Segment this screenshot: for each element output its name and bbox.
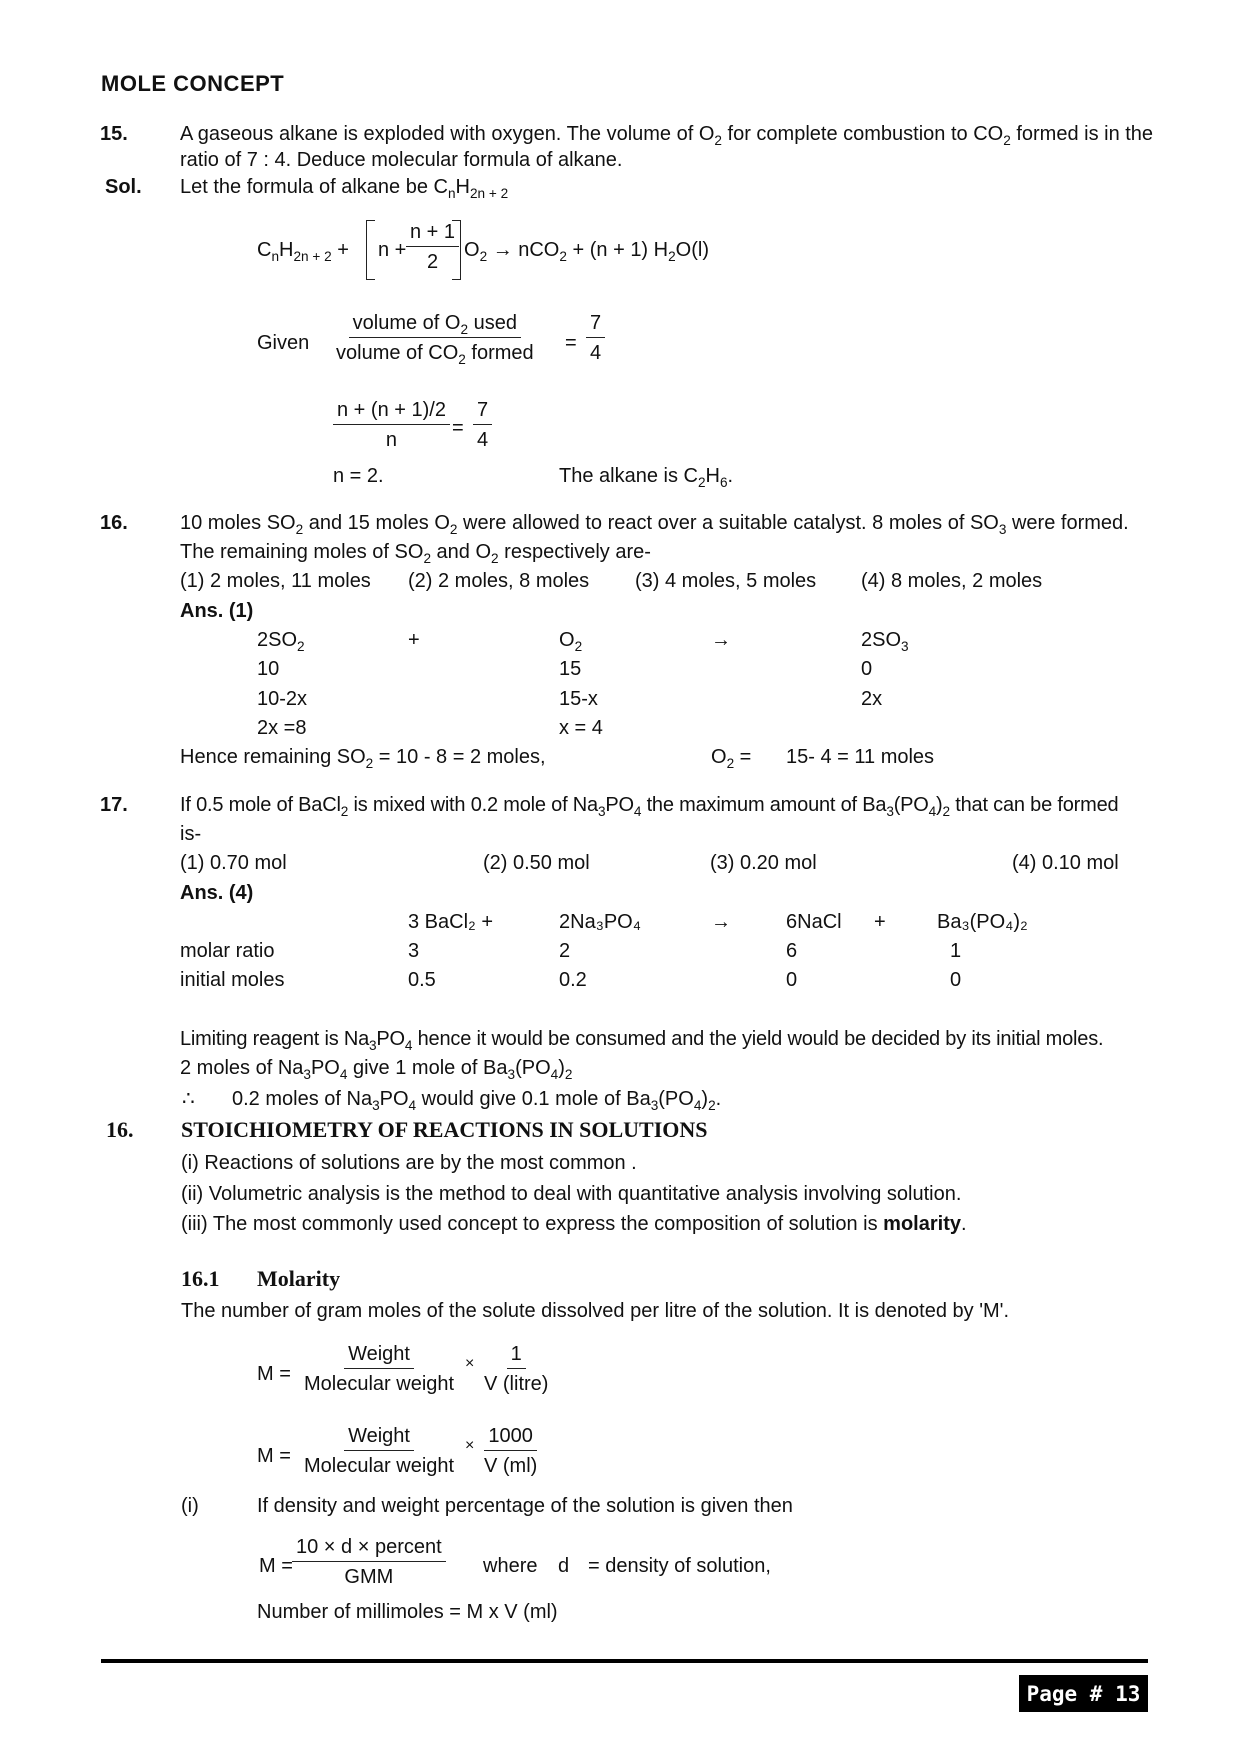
table-cell: 15 bbox=[559, 658, 582, 680]
combustion-equation-rhs: $O_2 \to nCO_2 + (n + 1)$ $H_2O(l)$ bbox=[464, 239, 709, 264]
reaction-plus: + bbox=[408, 629, 420, 651]
table-cell: x = 4 bbox=[559, 717, 603, 739]
footer-rule bbox=[101, 1659, 1148, 1663]
page-header-title: MOLE CONCEPT bbox=[101, 71, 285, 96]
n-result: n = 2. bbox=[333, 465, 384, 487]
remaining-o2-value: 15- 4 = 11 moles bbox=[786, 746, 935, 768]
reaction-arrow: → bbox=[711, 911, 731, 933]
reaction-plus: + bbox=[874, 911, 886, 933]
formula-lhs: M = bbox=[257, 1445, 291, 1467]
bracket-term: n + bbox=[378, 239, 407, 261]
case-label: (i) bbox=[181, 1495, 199, 1517]
table-cell: 0.5 bbox=[408, 969, 436, 991]
question-text: If 0.5 mole of BaCl$_2$ is mixed with 0.2 mole of $Na_3PO_4$ the maximum amount of $Ba_3(PO_4)_2$ that can be formed bbox=[180, 794, 1119, 819]
equals-sign: = bbox=[452, 417, 464, 439]
subsection-number: 16.1 bbox=[181, 1266, 220, 1291]
ratio-fraction: $\frac{7}{4}$ bbox=[473, 400, 492, 450]
option-3: (3) 0.20 mol bbox=[710, 852, 817, 874]
table-cell: 0.2 bbox=[559, 969, 587, 991]
section-point: (ii) Volumetric analysis is the method to deal with quantitative analysis involving solution. bbox=[181, 1183, 962, 1205]
question-text-line2: ratio of 7 : 4. Deduce molecular formula of alkane. bbox=[180, 149, 623, 171]
question-text: 10 moles $SO_2$ and 15 moles $O_2$ were allowed to react over a suitable catalyst. 8 moles of $SO_3$ were formed. bbox=[180, 512, 1129, 537]
table-cell: 10 bbox=[257, 658, 280, 680]
left-bracket bbox=[366, 220, 375, 280]
reaction-species: Ba₃(PO₄)₂ bbox=[937, 911, 1028, 933]
table-cell: 2 bbox=[559, 940, 571, 962]
volume-fraction: $\frac{1000}{V (ml)}$ bbox=[484, 1425, 538, 1477]
table-cell: 0 bbox=[950, 969, 962, 991]
option-3: (3) 4 moles, 5 moles bbox=[635, 570, 817, 592]
table-cell: 2x bbox=[861, 688, 883, 710]
remaining-o2-label: $O_2$ = bbox=[711, 746, 752, 771]
given-label: Given bbox=[257, 332, 310, 354]
option-4: (4) 8 moles, 2 moles bbox=[861, 570, 1043, 592]
limiting-reagent-text: Limiting reagent is $Na_3PO_4$ hence it would be consumed and the yield would be decided by its initial moles. bbox=[180, 1028, 1104, 1053]
reaction-species: 3 BaCl₂ + bbox=[408, 911, 494, 933]
question-text-line2: is- bbox=[180, 823, 202, 845]
table-cell: 10-2x bbox=[257, 688, 308, 710]
option-4: (4) 0.10 mol bbox=[1012, 852, 1119, 874]
option-2: (2) 2 moles, 8 moles bbox=[408, 570, 590, 592]
answer-label: Ans. (4) bbox=[180, 882, 254, 904]
option-1: (1) 0.70 mol bbox=[180, 852, 287, 874]
question-number: 15. bbox=[100, 123, 128, 145]
page-number-badge: Page # 13 bbox=[1019, 1675, 1148, 1712]
alkane-result: The alkane is $C_2H_6$. bbox=[559, 465, 734, 490]
times-sign: × bbox=[465, 1437, 475, 1454]
table-cell: 1 bbox=[950, 940, 962, 962]
reaction-species: 2Na₃PO₄ bbox=[559, 911, 641, 933]
weight-fraction: Weight Molecular weight bbox=[304, 1425, 455, 1477]
density-definition: = density of solution, bbox=[588, 1555, 771, 1577]
ratio-fraction: $\frac{7}{4}$ bbox=[586, 313, 605, 363]
molarity-definition: The number of gram moles of the solute dissolved per litre of the solution. It is denoted by 'M'. bbox=[181, 1300, 1010, 1322]
variable-d: d bbox=[558, 1555, 570, 1577]
density-percent-fraction: 10 × d × percent GMM bbox=[292, 1537, 446, 1587]
fraction-n-plus-1-over-2: $\frac{n + 1}{2}$ bbox=[406, 222, 459, 272]
combustion-equation-lhs: $C_nH_{2n + 2}$ + bbox=[257, 239, 349, 264]
section-point: (iii) The most commonly used concept to express the composition of solution is molarity. bbox=[181, 1213, 967, 1235]
reaction-arrow: → bbox=[711, 629, 731, 651]
remaining-so2-text: Hence remaining $SO_2 = 10 - 8 = 2$ moles, bbox=[180, 746, 546, 771]
where-label: where bbox=[483, 1555, 538, 1577]
table-cell: 6 bbox=[786, 940, 798, 962]
table-cell: 15-x bbox=[559, 688, 598, 710]
question-text-line2: The remaining moles of $SO_2$ and $O_2$ respectively are- bbox=[180, 541, 651, 566]
subsection-title: Molarity bbox=[257, 1266, 341, 1291]
millimoles-formula: Number of millimoles = M x V (ml) bbox=[257, 1601, 558, 1623]
right-bracket bbox=[452, 220, 461, 280]
stoichiometry-text: 2 moles of $Na_3PO_4$ give 1 mole of $Ba_3(PO_4)_2$ bbox=[180, 1057, 573, 1082]
times-sign: × bbox=[465, 1355, 475, 1372]
row-label: initial moles bbox=[180, 969, 285, 991]
formula-lhs: M = bbox=[259, 1555, 293, 1577]
therefore-symbol: ∴ bbox=[182, 1088, 195, 1110]
equals-sign: = bbox=[565, 332, 577, 354]
reaction-species: 6NaCl bbox=[786, 911, 842, 933]
reaction-species: $2SO_2$ bbox=[257, 629, 305, 654]
table-cell: 0 bbox=[861, 658, 873, 680]
row-label: molar ratio bbox=[180, 940, 275, 962]
section-number: 16. bbox=[106, 1117, 134, 1142]
table-cell: 3 bbox=[408, 940, 420, 962]
question-number: 17. bbox=[100, 794, 128, 816]
question-number: 16. bbox=[100, 512, 128, 534]
conclusion-text: 0.2 moles of $Na_3PO_4$ would give 0.1 mole of $Ba_3(PO_4)_2$. bbox=[232, 1088, 722, 1113]
solution-text: Let the formula of alkane be $C_nH_{2n + 2}$ bbox=[180, 176, 509, 201]
option-1: (1) 2 moles, 11 moles bbox=[180, 570, 371, 592]
volume-fraction: 1 V (litre) bbox=[484, 1343, 549, 1395]
weight-fraction: Weight Molecular weight bbox=[304, 1343, 455, 1395]
solution-label: Sol. bbox=[105, 176, 142, 198]
table-cell: 0 bbox=[786, 969, 798, 991]
case-text: If density and weight percentage of the solution is given then bbox=[257, 1495, 793, 1517]
reaction-species: $2SO_3$ bbox=[861, 629, 909, 654]
section-title: STOICHIOMETRY OF REACTIONS IN SOLUTIONS bbox=[181, 1117, 708, 1142]
answer-label: Ans. (1) bbox=[180, 600, 254, 622]
given-volume-fraction: volume of $O_2$ used volume of $CO_2$ formed bbox=[336, 312, 534, 367]
option-2: (2) 0.50 mol bbox=[483, 852, 590, 874]
table-cell: 2x =8 bbox=[257, 717, 307, 739]
reaction-species: $O_2$ bbox=[559, 629, 583, 654]
n-equation-fraction: $\frac{n + (n + 1)/2}{n}$ bbox=[333, 400, 450, 450]
formula-lhs: M = bbox=[257, 1363, 291, 1385]
question-text: A gaseous alkane is exploded with oxygen. The volume of $O_2$ for complete combustion to $CO_2$ formed is in the bbox=[180, 123, 1154, 148]
section-point: (i) Reactions of solutions are by the most common . bbox=[181, 1152, 637, 1174]
